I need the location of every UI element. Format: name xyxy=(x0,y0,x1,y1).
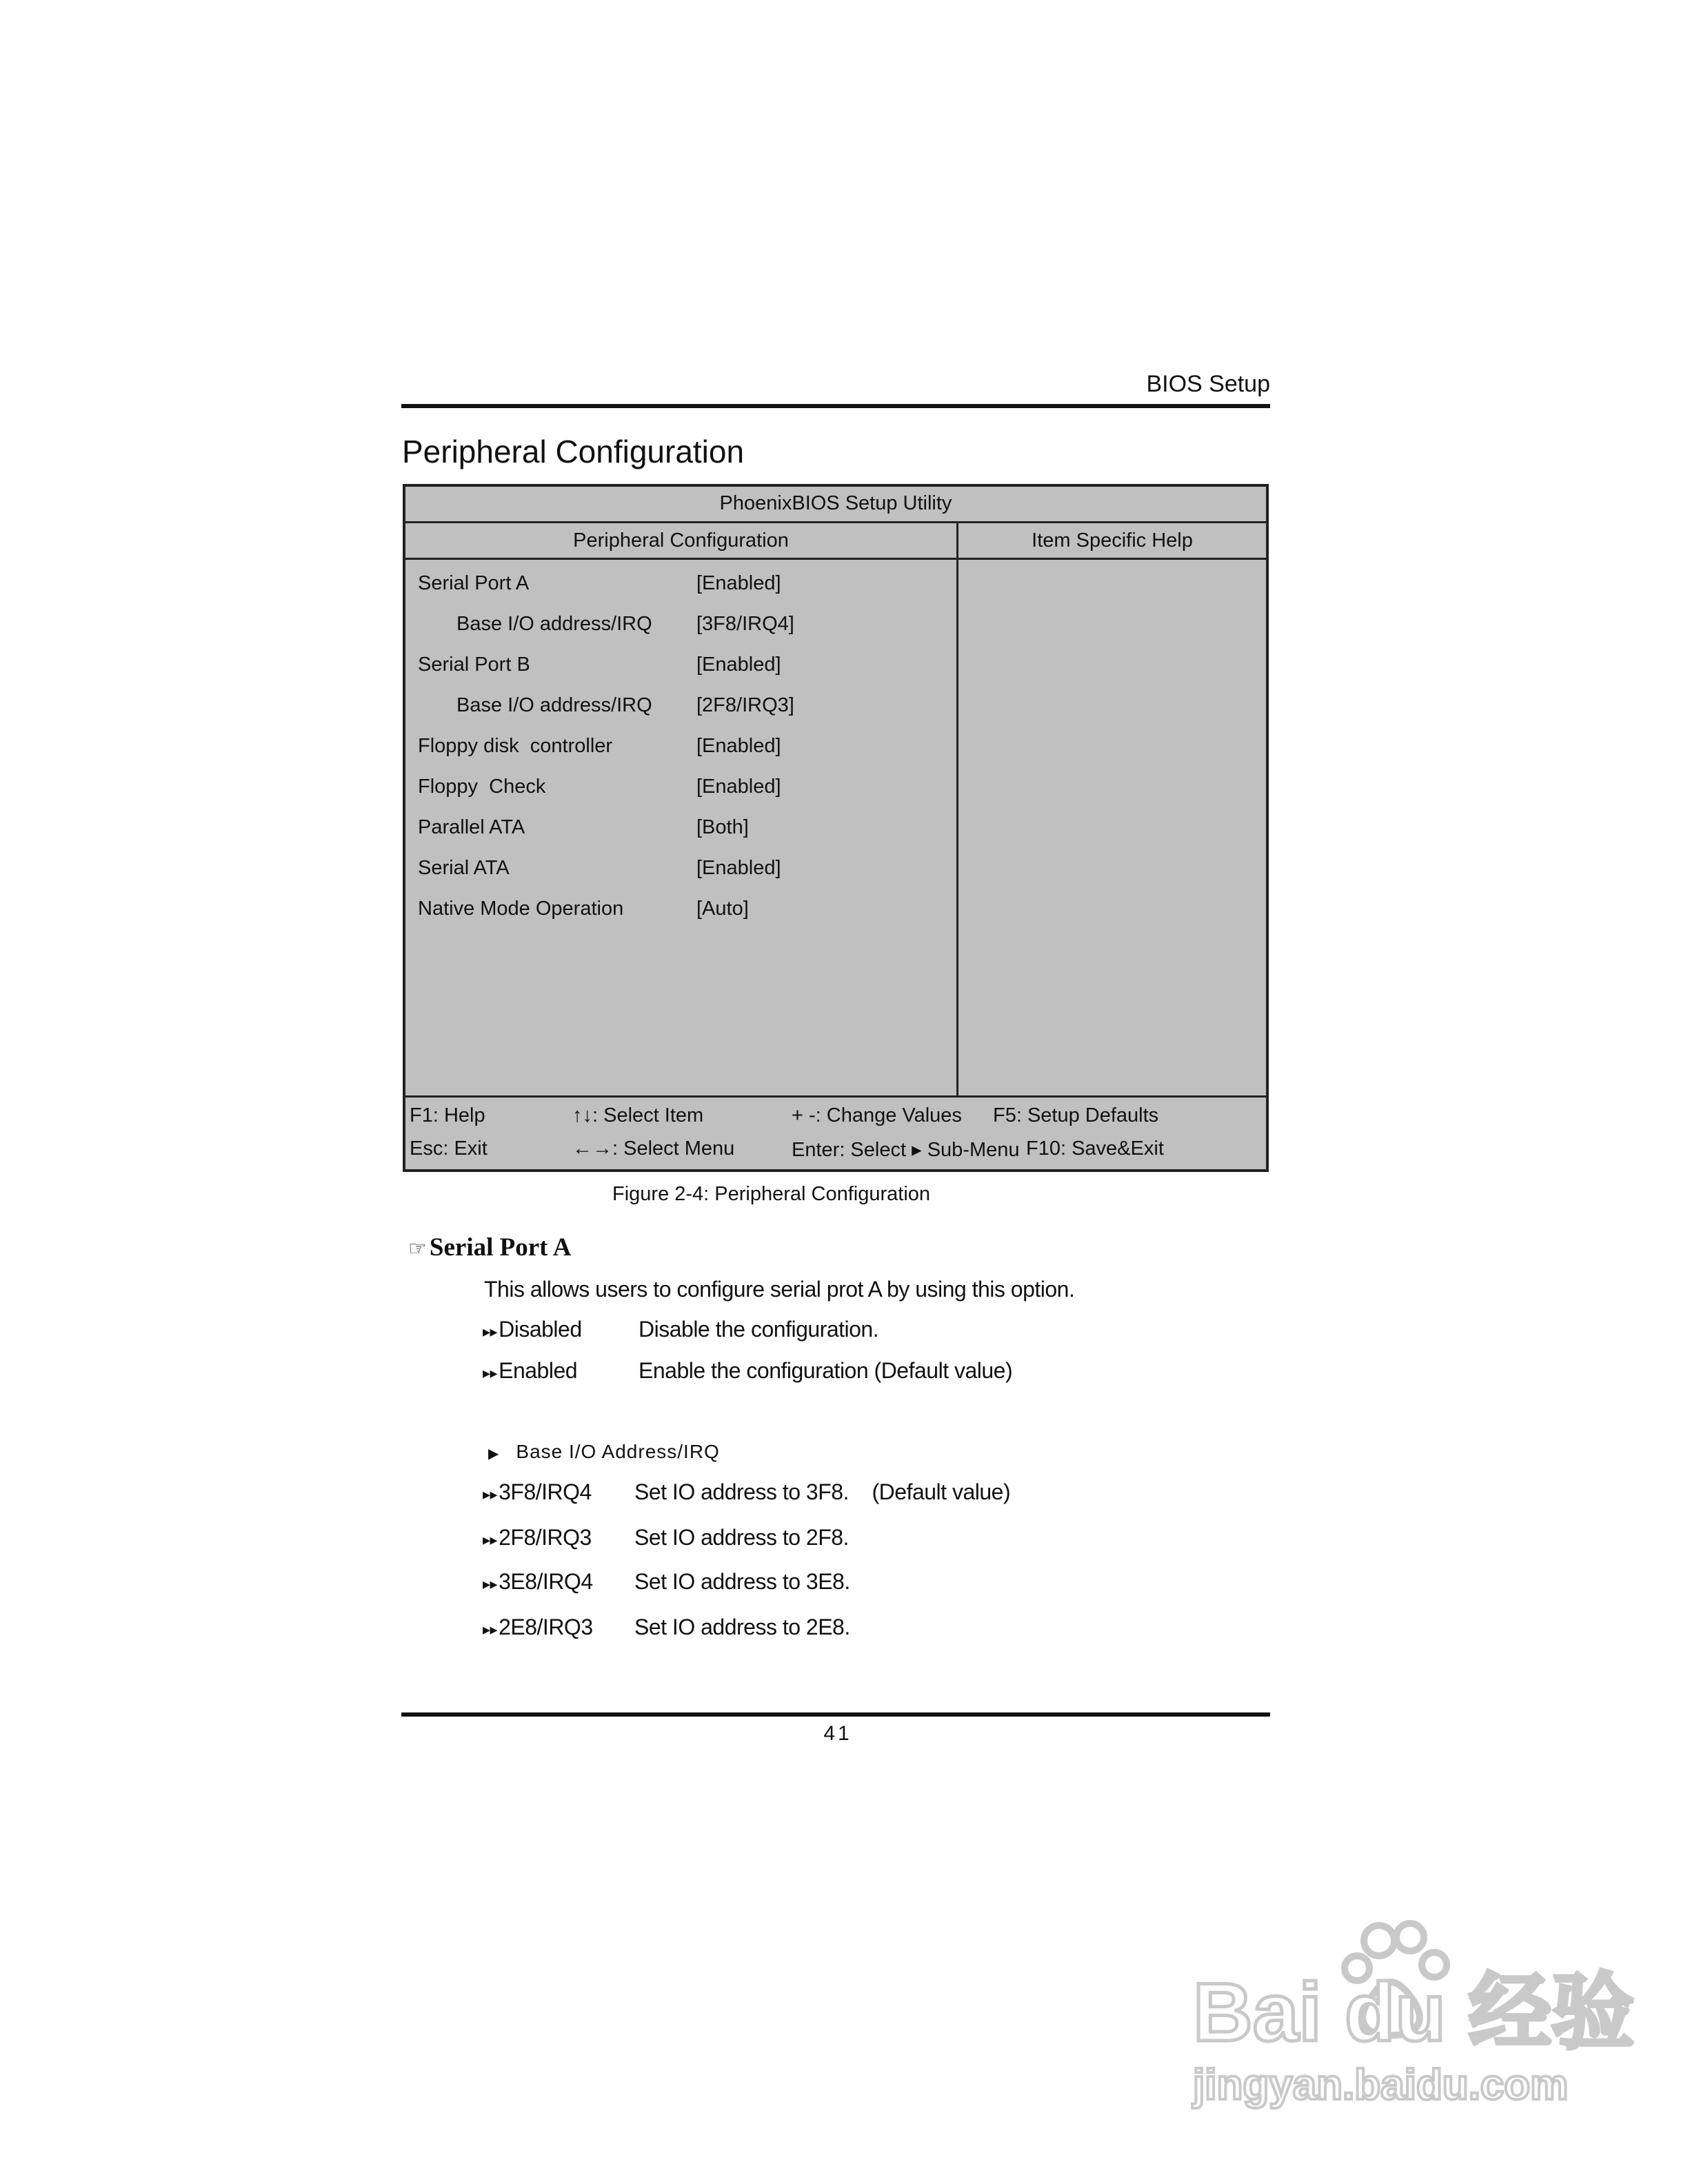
setting-label: Floppy disk controller xyxy=(418,735,613,757)
bios-row-base-io-b[interactable] xyxy=(405,689,957,729)
key-select-menu: ←→: Select Menu xyxy=(572,1138,735,1160)
setting-value[interactable]: [Enabled] xyxy=(696,735,781,757)
bios-help-header: Item Specific Help xyxy=(958,521,1266,560)
section-title: Peripheral Configuration xyxy=(402,434,745,469)
watermark-logo-text: Bai du 经验 xyxy=(1193,1966,1635,2059)
header-rule xyxy=(401,404,1270,408)
setting-label: Parallel ATA xyxy=(418,816,525,838)
key-esc-exit: Esc: Exit xyxy=(410,1138,488,1160)
option-2e8-irq3 xyxy=(483,1615,593,1640)
setting-label: Base I/O address/IRQ xyxy=(456,694,652,716)
setting-value[interactable]: [2F8/IRQ3] xyxy=(696,694,794,716)
triangle-bullet-icon: ▶ xyxy=(488,1446,500,1462)
setting-label: Serial Port B xyxy=(418,654,530,676)
setting-value[interactable]: [Auto] xyxy=(696,898,749,920)
serial-port-a-heading xyxy=(408,1233,571,1262)
bios-row-serial-ata[interactable] xyxy=(405,851,957,892)
setting-label: Serial Port A xyxy=(418,572,530,594)
setting-value[interactable]: [Both] xyxy=(696,816,749,838)
key-enter-submenu: Enter: Select ▸ Sub-Menu xyxy=(792,1139,1020,1161)
bios-title: PhoenixBIOS Setup Utility xyxy=(405,487,1266,523)
option-name: 2E8/IRQ3 xyxy=(499,1615,593,1639)
bios-menu-header: Peripheral Configuration xyxy=(405,521,958,560)
double-arrow-icon: ▸▸ xyxy=(483,1323,498,1340)
bios-row-floppy-check[interactable] xyxy=(405,770,957,811)
option-desc: Set IO address to 3E8. xyxy=(634,1569,850,1594)
option-name: Enabled xyxy=(499,1358,578,1383)
option-desc: Set IO address to 2F8. xyxy=(634,1525,849,1550)
base-io-heading xyxy=(488,1441,720,1463)
setting-label: Serial ATA xyxy=(418,857,510,879)
page-number: 41 xyxy=(823,1722,852,1745)
setting-value[interactable]: [Enabled] xyxy=(696,857,781,879)
bios-row-serial-port-b[interactable] xyxy=(405,648,957,689)
double-arrow-icon: ▸▸ xyxy=(483,1364,498,1382)
option-2f8-irq3 xyxy=(483,1525,592,1550)
setting-label: Floppy Check xyxy=(418,776,546,798)
bios-screenshot xyxy=(403,484,1269,1172)
bios-row-parallel-ata[interactable] xyxy=(405,811,957,851)
option-3e8-irq4 xyxy=(483,1569,593,1595)
option-name: 3E8/IRQ4 xyxy=(499,1569,593,1594)
baidu-jingyan-watermark xyxy=(1186,1910,1635,2110)
bios-row-serial-port-a[interactable] xyxy=(405,567,957,607)
option-desc: Disable the configuration. xyxy=(639,1317,879,1342)
key-f10-save-exit: F10: Save&Exit xyxy=(1026,1138,1164,1160)
option-enabled xyxy=(483,1358,577,1384)
running-header: BIOS Setup xyxy=(1146,371,1270,397)
option-name: Disabled xyxy=(499,1317,582,1342)
key-select-item: ↑↓: Select Item xyxy=(572,1104,704,1126)
footer-rule xyxy=(401,1712,1270,1717)
key-f5-defaults: F5: Setup Defaults xyxy=(993,1104,1159,1126)
option-name: 2F8/IRQ3 xyxy=(499,1525,592,1550)
bios-row-native-mode[interactable] xyxy=(405,892,957,933)
setting-value[interactable]: [Enabled] xyxy=(696,572,781,594)
double-arrow-icon: ▸▸ xyxy=(483,1575,498,1593)
bios-key-legend xyxy=(405,1095,1266,1169)
double-arrow-icon: ▸▸ xyxy=(483,1621,498,1638)
bios-row-base-io-a[interactable] xyxy=(405,607,957,648)
setting-label: Base I/O address/IRQ xyxy=(456,613,652,635)
key-change-values: + -: Change Values xyxy=(792,1104,962,1126)
double-arrow-icon: ▸▸ xyxy=(483,1486,498,1503)
bios-row-floppy-controller[interactable] xyxy=(405,729,957,770)
pointing-hand-icon: ☞ xyxy=(408,1237,427,1260)
serial-port-a-title: Serial Port A xyxy=(429,1233,572,1262)
figure-caption: Figure 2-4: Peripheral Configuration xyxy=(612,1183,931,1205)
setting-label: Native Mode Operation xyxy=(418,898,624,920)
setting-value[interactable]: [Enabled] xyxy=(696,654,781,676)
option-3f8-irq4 xyxy=(483,1479,592,1505)
option-desc: Set IO address to 3F8. (Default value) xyxy=(634,1479,1011,1504)
setting-value[interactable]: [Enabled] xyxy=(696,776,781,798)
option-desc: Enable the configuration (Default value) xyxy=(639,1358,1013,1383)
serial-port-a-description: This allows users to configure serial prot A by using this option. xyxy=(484,1277,1075,1302)
double-arrow-icon: ▸▸ xyxy=(483,1531,498,1548)
option-name: 3F8/IRQ4 xyxy=(499,1479,592,1504)
option-disabled xyxy=(483,1317,582,1342)
key-f1-help: F1: Help xyxy=(410,1104,485,1126)
base-io-title: Base I/O Address/IRQ xyxy=(516,1441,720,1462)
option-desc: Set IO address to 2E8. xyxy=(634,1615,850,1639)
watermark-url: jingyan.baidu.com xyxy=(1193,2061,1569,2109)
setting-value[interactable]: [3F8/IRQ4] xyxy=(696,613,794,635)
